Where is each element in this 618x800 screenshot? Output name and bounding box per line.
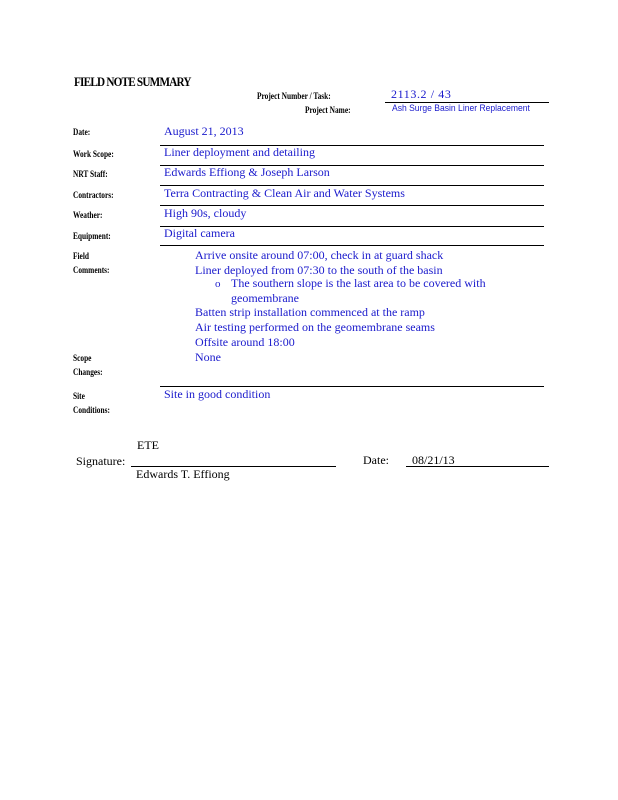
sub-bullet-icon: o [215, 278, 221, 290]
signature-initials: ETE [137, 438, 159, 452]
sub-comment-line2: geomembrane [231, 291, 299, 305]
weather-label: Weather: [73, 210, 103, 220]
contractors-label: Contractors: [73, 190, 114, 200]
work-scope-label: Work Scope: [73, 149, 114, 159]
project-number-label: Project Number / Task: [257, 91, 331, 101]
comment-item: Batten strip installation commenced at the ramp [195, 305, 425, 319]
field-comments-label-line2: Comments: [73, 265, 110, 275]
comment-item: Arrive onsite around 07:00, check in at guard shack [195, 248, 444, 262]
signature-name: Edwards T. Effiong [136, 467, 230, 481]
signature-date-label: Date: [363, 453, 389, 467]
equipment-label: Equipment: [73, 231, 111, 241]
field-comments-label-line1: Field [73, 251, 89, 261]
equipment-underline [160, 245, 544, 246]
comment-item: Liner deployed from 07:30 to the south of the basin [195, 263, 443, 277]
project-number-value: 2113.2 / 43 [391, 87, 452, 101]
comment-item: Air testing performed on the geomembrane seams [195, 320, 435, 334]
site-conditions-label-line1: Site [73, 391, 85, 401]
signature-label: Signature: [76, 454, 126, 468]
signature-date-value: 08/21/13 [412, 453, 455, 467]
date-label: Date: [73, 127, 91, 137]
nrt-staff-value: Edwards Effiong & Joseph Larson [164, 165, 330, 179]
project-name-label: Project Name: [305, 105, 351, 115]
site-conditions-label-line2: Conditions: [73, 405, 110, 415]
scope-changes-label-line1: Scope [73, 353, 92, 363]
date-value: August 21, 2013 [164, 124, 244, 138]
work-scope-value: Liner deployment and detailing [164, 145, 315, 159]
scope-changes-value: None [195, 350, 221, 364]
comment-item: Offsite around 18:00 [195, 335, 295, 349]
page-title: FIELD NOTE SUMMARY [74, 74, 191, 89]
site-conditions-value: Site in good condition [164, 387, 271, 401]
project-name-value: Ash Surge Basin Liner Replacement [392, 103, 530, 113]
nrt-staff-label: NRT Staff: [73, 169, 108, 179]
sub-comment-line1: The southern slope is the last area to be covered with [231, 276, 486, 290]
scope-changes-label-line2: Changes: [73, 367, 103, 377]
signature-date-line [406, 466, 549, 467]
contractors-value: Terra Contracting & Clean Air and Water Systems [164, 186, 405, 200]
equipment-value: Digital camera [164, 226, 235, 240]
weather-value: High 90s, cloudy [164, 206, 247, 220]
